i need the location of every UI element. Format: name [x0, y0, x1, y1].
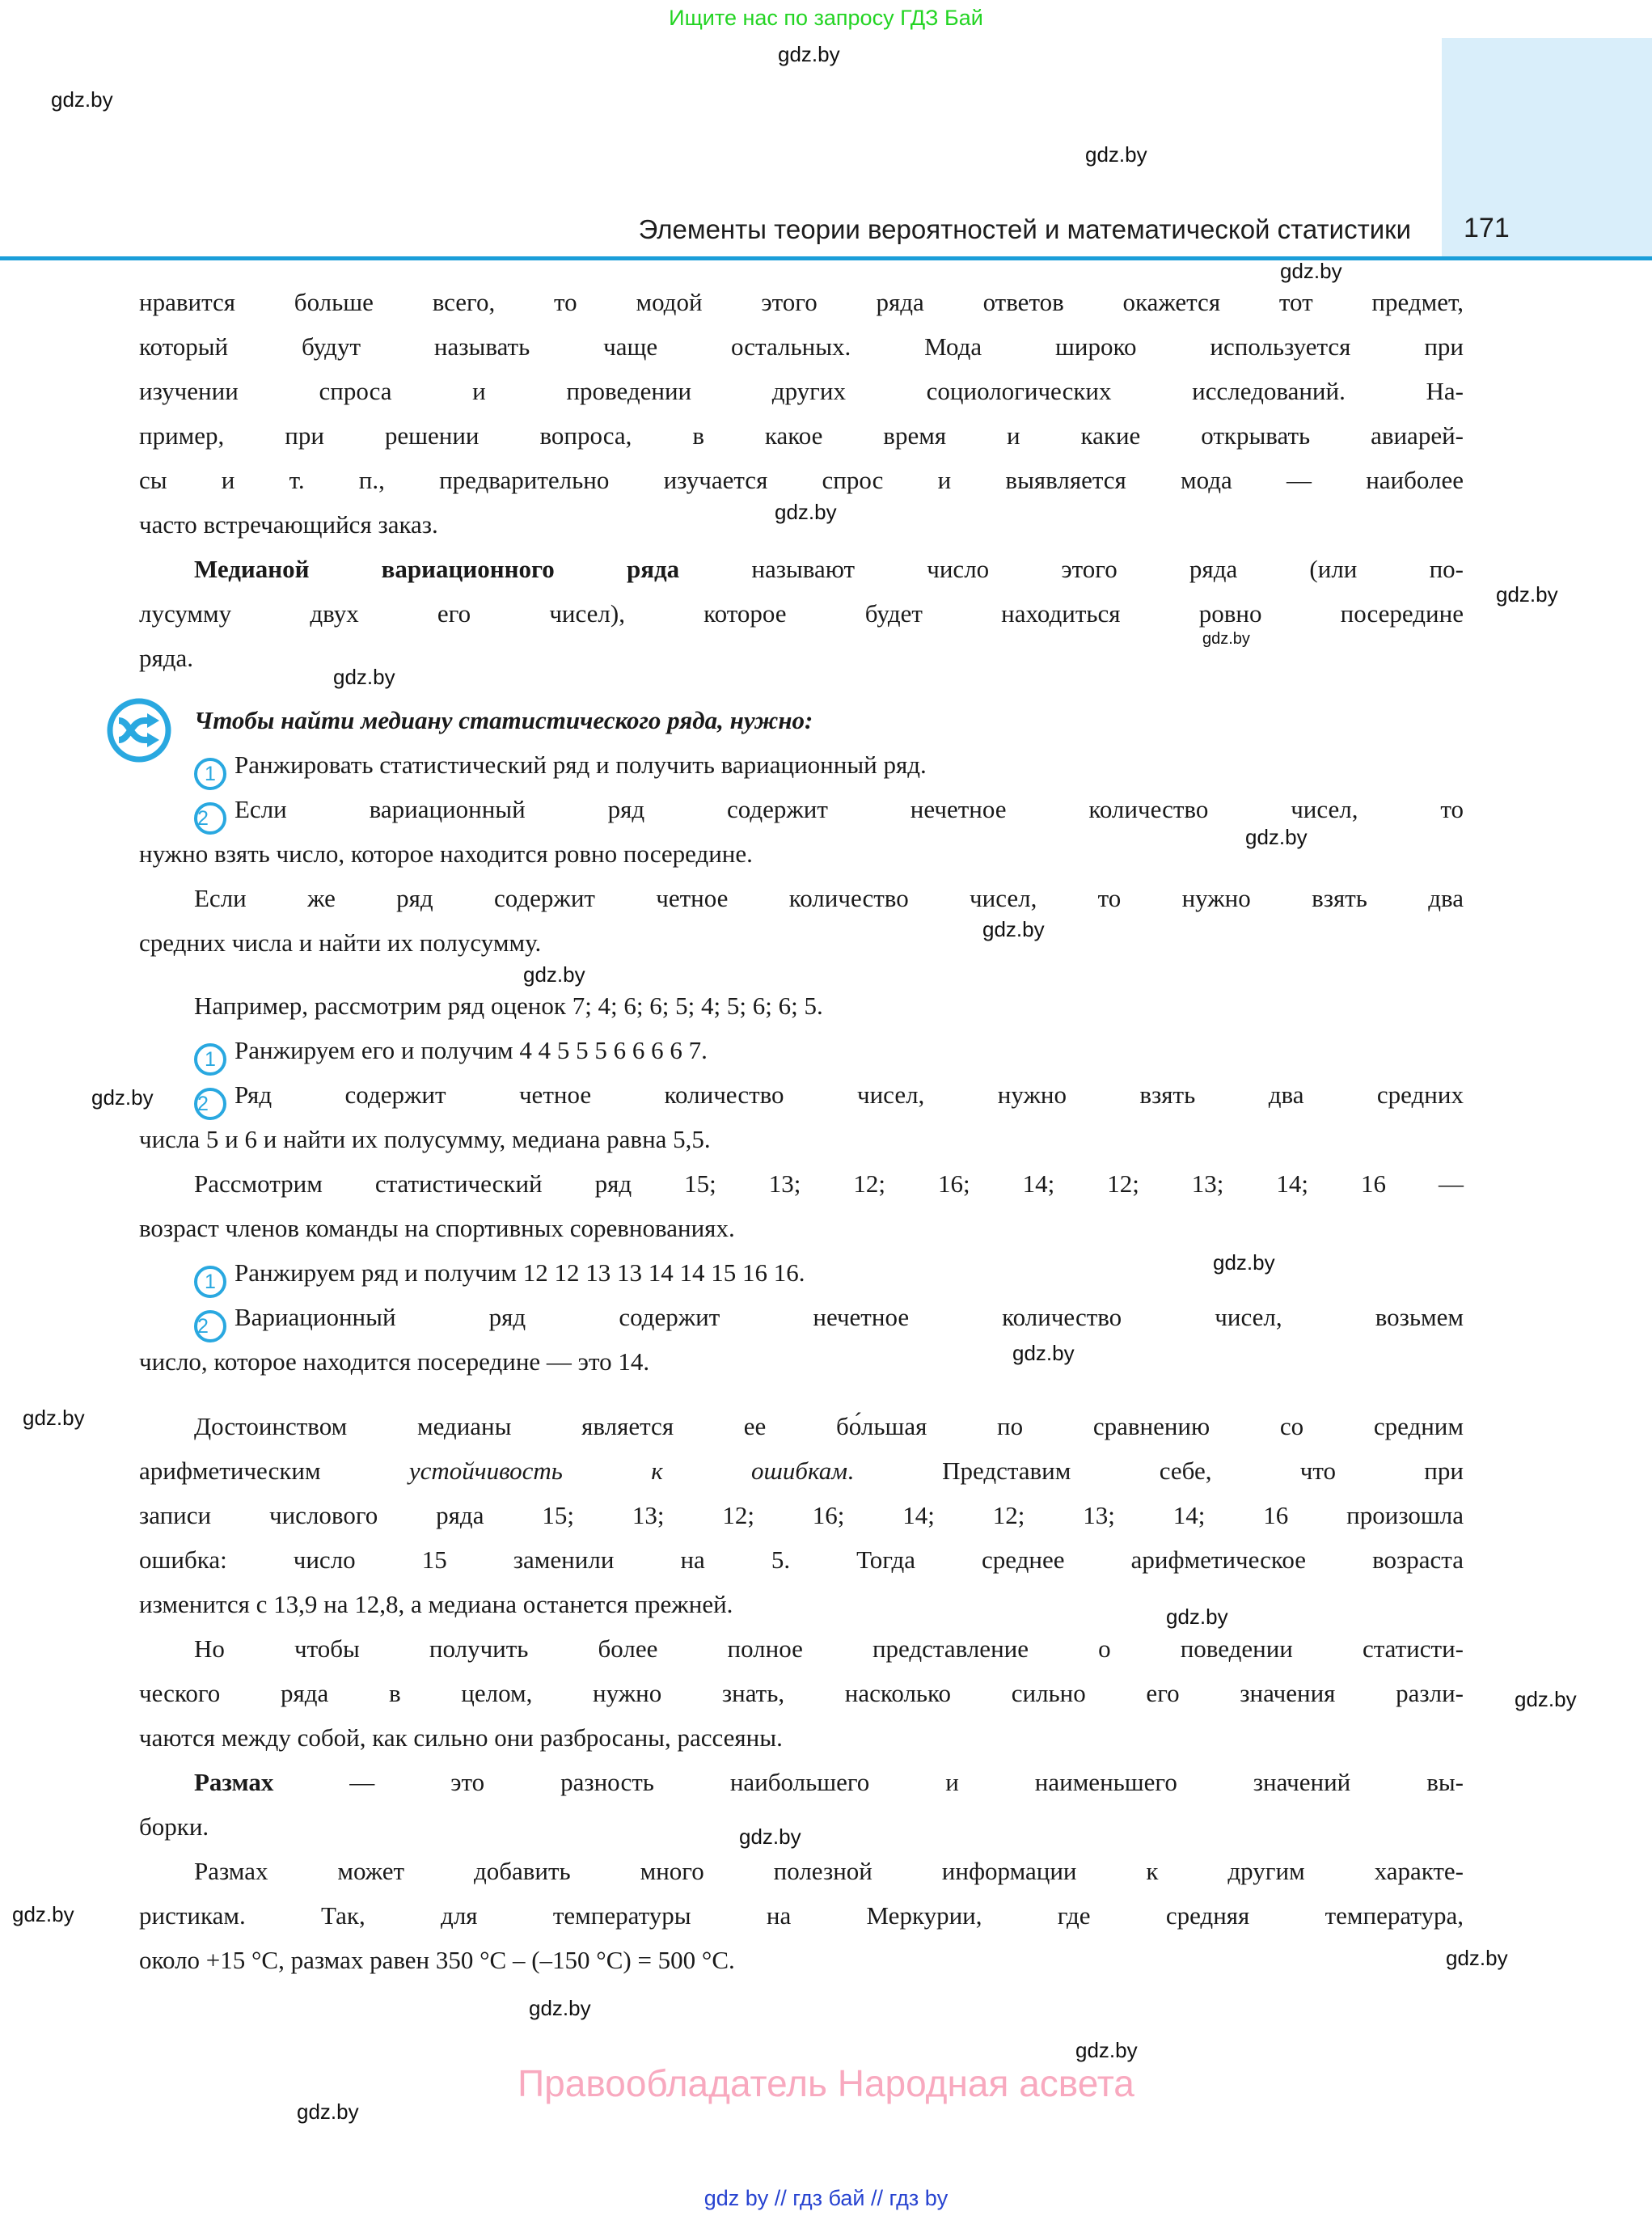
text-segment: ошибка: число 15 заменили на 5. Тогда среднее арифметическое возраста: [139, 1545, 1464, 1574]
watermark: gdz.by: [1166, 1605, 1228, 1629]
footer-links[interactable]: gdz by // гдз бай // гдз by: [703, 2186, 949, 2210]
text-segment: около +15 °С, размах равен 350 °С – (–150 °С) = 500 °С.: [139, 1946, 735, 1974]
text-segment: число, которое находится посередине — это 14.: [139, 1347, 650, 1376]
text-segment: Рассмотрим статистический ряд 15; 13; 12; 16; 14; 12; 13; 14; 16 —: [194, 1169, 1464, 1198]
body-line: [139, 920, 1464, 965]
watermark: gdz.by: [529, 1996, 591, 2020]
body-line: [139, 1849, 1464, 1893]
body-line: [139, 1537, 1464, 1582]
promo-banner: Ищите нас по запросу ГДЗ Бай: [669, 6, 983, 30]
circled-number-icon: 2: [194, 1310, 226, 1342]
circled-number-icon: 1: [194, 758, 226, 790]
body-line: [139, 547, 1464, 591]
chapter-title: Элементы теории вероятностей и математической статистики: [638, 214, 1411, 244]
watermark: gdz.by: [739, 1824, 801, 1849]
body-line: [139, 1161, 1464, 1206]
text-segment: арифметическим: [139, 1457, 409, 1485]
body-text: [139, 280, 1464, 1982]
body-line: [139, 787, 1464, 831]
body-line: [139, 742, 1464, 787]
body-line: [139, 1893, 1464, 1938]
page-number: 171: [1464, 213, 1510, 243]
text-segment: Ранжируем ряд и получим 12 12 13 13 14 14 15 16 16.: [234, 1258, 805, 1287]
text-segment: Размах может добавить много полезной информации к другим характе-: [194, 1857, 1464, 1885]
text-segment: называют число этого ряда (или по-: [679, 555, 1464, 583]
body-line: [139, 1448, 1464, 1493]
watermark: gdz.by: [982, 917, 1045, 941]
text-segment: борки.: [139, 1812, 209, 1841]
circled-number-icon: 1: [194, 1043, 226, 1076]
watermark: gdz.by: [91, 1085, 154, 1110]
text-segment: нужно взять число, которое находится ровно посередине.: [139, 839, 753, 868]
watermark: gdz.by: [297, 2099, 359, 2124]
body-line: [139, 280, 1464, 324]
watermark: gdz.by: [775, 500, 837, 524]
text-segment: числа 5 и 6 и найти их полусумму, медиана равна 5,5.: [139, 1125, 711, 1153]
watermark: gdz.by: [1446, 1946, 1508, 1970]
watermark: gdz.by: [333, 665, 395, 689]
body-line: [139, 1404, 1464, 1448]
text-segment: изучении спроса и проведении других социологических исследований. На-: [139, 377, 1464, 405]
copyright-notice: Правообладатель Народная асвета: [518, 2062, 1134, 2104]
text-segment: часто встречающийся заказ.: [139, 510, 438, 539]
text-segment: устойчивость к ошибкам: [408, 1457, 848, 1485]
watermark: gdz.by: [12, 1902, 74, 1926]
body-line: [139, 1626, 1464, 1671]
body-line: [139, 983, 1464, 1028]
text-segment: Если же ряд содержит четное количество чисел, то нужно взять два: [194, 884, 1464, 912]
body-line: [139, 1493, 1464, 1537]
body-line: [139, 1295, 1464, 1339]
body-line: [139, 1760, 1464, 1804]
text-segment: ристикам. Так, для температуры на Меркурии, где средняя температура,: [139, 1901, 1464, 1930]
circled-number-icon: 2: [194, 1088, 226, 1120]
body-line: [139, 502, 1464, 547]
text-segment: возраст членов команды на спортивных соревнованиях.: [139, 1214, 735, 1242]
text-segment: Медианой вариационного ряда: [194, 555, 680, 583]
text-segment: ряда.: [139, 644, 194, 672]
body-line: [139, 324, 1464, 369]
watermark: gdz.by: [1280, 259, 1342, 283]
watermark: gdz.by: [523, 962, 585, 987]
text-segment: средних числа и найти их полусумму.: [139, 928, 542, 957]
body-line: [139, 698, 1464, 742]
watermark: gdz.by: [1213, 1250, 1275, 1275]
body-line: [139, 1804, 1464, 1849]
text-segment: Вариационный ряд содержит нечетное количество чисел, возьмем: [234, 1303, 1464, 1331]
watermark: gdz.by: [23, 1406, 85, 1430]
body-line: [139, 1028, 1464, 1072]
text-segment: нравится больше всего, то модой этого ряда ответов окажется тот предмет,: [139, 288, 1464, 316]
text-segment: лусумму двух его чисел), которое будет находиться ровно посередине: [139, 599, 1464, 628]
body-line: [139, 1715, 1464, 1760]
body-line: [139, 369, 1464, 413]
watermark: gdz.by: [1202, 630, 1250, 648]
body-line: [139, 1206, 1464, 1250]
header-rule: [0, 256, 1652, 260]
watermark: gdz.by: [1012, 1341, 1075, 1365]
text-segment: Но чтобы получить более полное представление о поведении статисти-: [194, 1634, 1464, 1663]
text-segment: Достоинством медианы является ее бо́льшая по сравнению со средним: [194, 1412, 1464, 1440]
body-line: [139, 1072, 1464, 1117]
text-segment: — это разность наибольшего и наименьшего значений вы-: [273, 1768, 1464, 1796]
text-segment: чаются между собой, как сильно они разбросаны, рассеяны.: [139, 1723, 783, 1752]
watermark: gdz.by: [1075, 2038, 1138, 2062]
watermark: gdz.by: [1245, 825, 1308, 849]
text-segment: который будут называть чаще остальных. Мода широко используется при: [139, 332, 1464, 361]
body-line: [139, 1938, 1464, 1982]
text-segment: записи числового ряда 15; 13; 12; 16; 14; 12; 13; 14; 16 произошла: [139, 1501, 1464, 1529]
body-line: [139, 1250, 1464, 1295]
body-line: [139, 1582, 1464, 1626]
text-segment: пример, при решении вопроса, в какое время и какие открывать авиарей-: [139, 421, 1464, 450]
text-segment: Ряд содержит четное количество чисел, нужно взять два средних: [234, 1080, 1464, 1109]
watermark: gdz.by: [1496, 582, 1558, 607]
watermark: gdz.by: [1085, 142, 1147, 167]
text-segment: Если вариационный ряд содержит нечетное количество чисел, то: [234, 795, 1464, 823]
body-line: [139, 636, 1464, 680]
body-line: [139, 1339, 1464, 1384]
body-line: [139, 413, 1464, 458]
text-segment: Чтобы найти медиану статистического ряда, нужно:: [194, 706, 813, 734]
text-segment: Ранжируем его и получим 4 4 5 5 5 6 6 6 6 7.: [234, 1036, 708, 1064]
watermark: gdz.by: [778, 42, 840, 66]
watermark: gdz.by: [51, 87, 113, 112]
body-line: [139, 831, 1464, 876]
watermark: gdz.by: [1515, 1687, 1577, 1711]
body-line: [139, 591, 1464, 636]
text-segment: Ранжировать статистический ряд и получить вариационный ряд.: [234, 750, 927, 779]
circled-number-icon: 1: [194, 1266, 226, 1298]
text-segment: сы и т. п., предварительно изучается спрос и выявляется мода — наиболее: [139, 466, 1464, 494]
body-line: [139, 876, 1464, 920]
circled-number-icon: 2: [194, 802, 226, 835]
text-segment: изменится с 13,9 на 12,8, а медиана останется прежней.: [139, 1590, 733, 1618]
text-segment: Например, рассмотрим ряд оценок 7; 4; 6; 6; 5; 4; 5; 6; 6; 5.: [194, 991, 823, 1020]
text-segment: Размах: [194, 1768, 274, 1796]
body-line: [139, 1671, 1464, 1715]
text-segment: . Представим себе, что при: [847, 1457, 1464, 1485]
body-line: [139, 1117, 1464, 1161]
body-line: [139, 458, 1464, 502]
text-segment: ческого ряда в целом, нужно знать, насколько сильно его значения разли-: [139, 1679, 1464, 1707]
